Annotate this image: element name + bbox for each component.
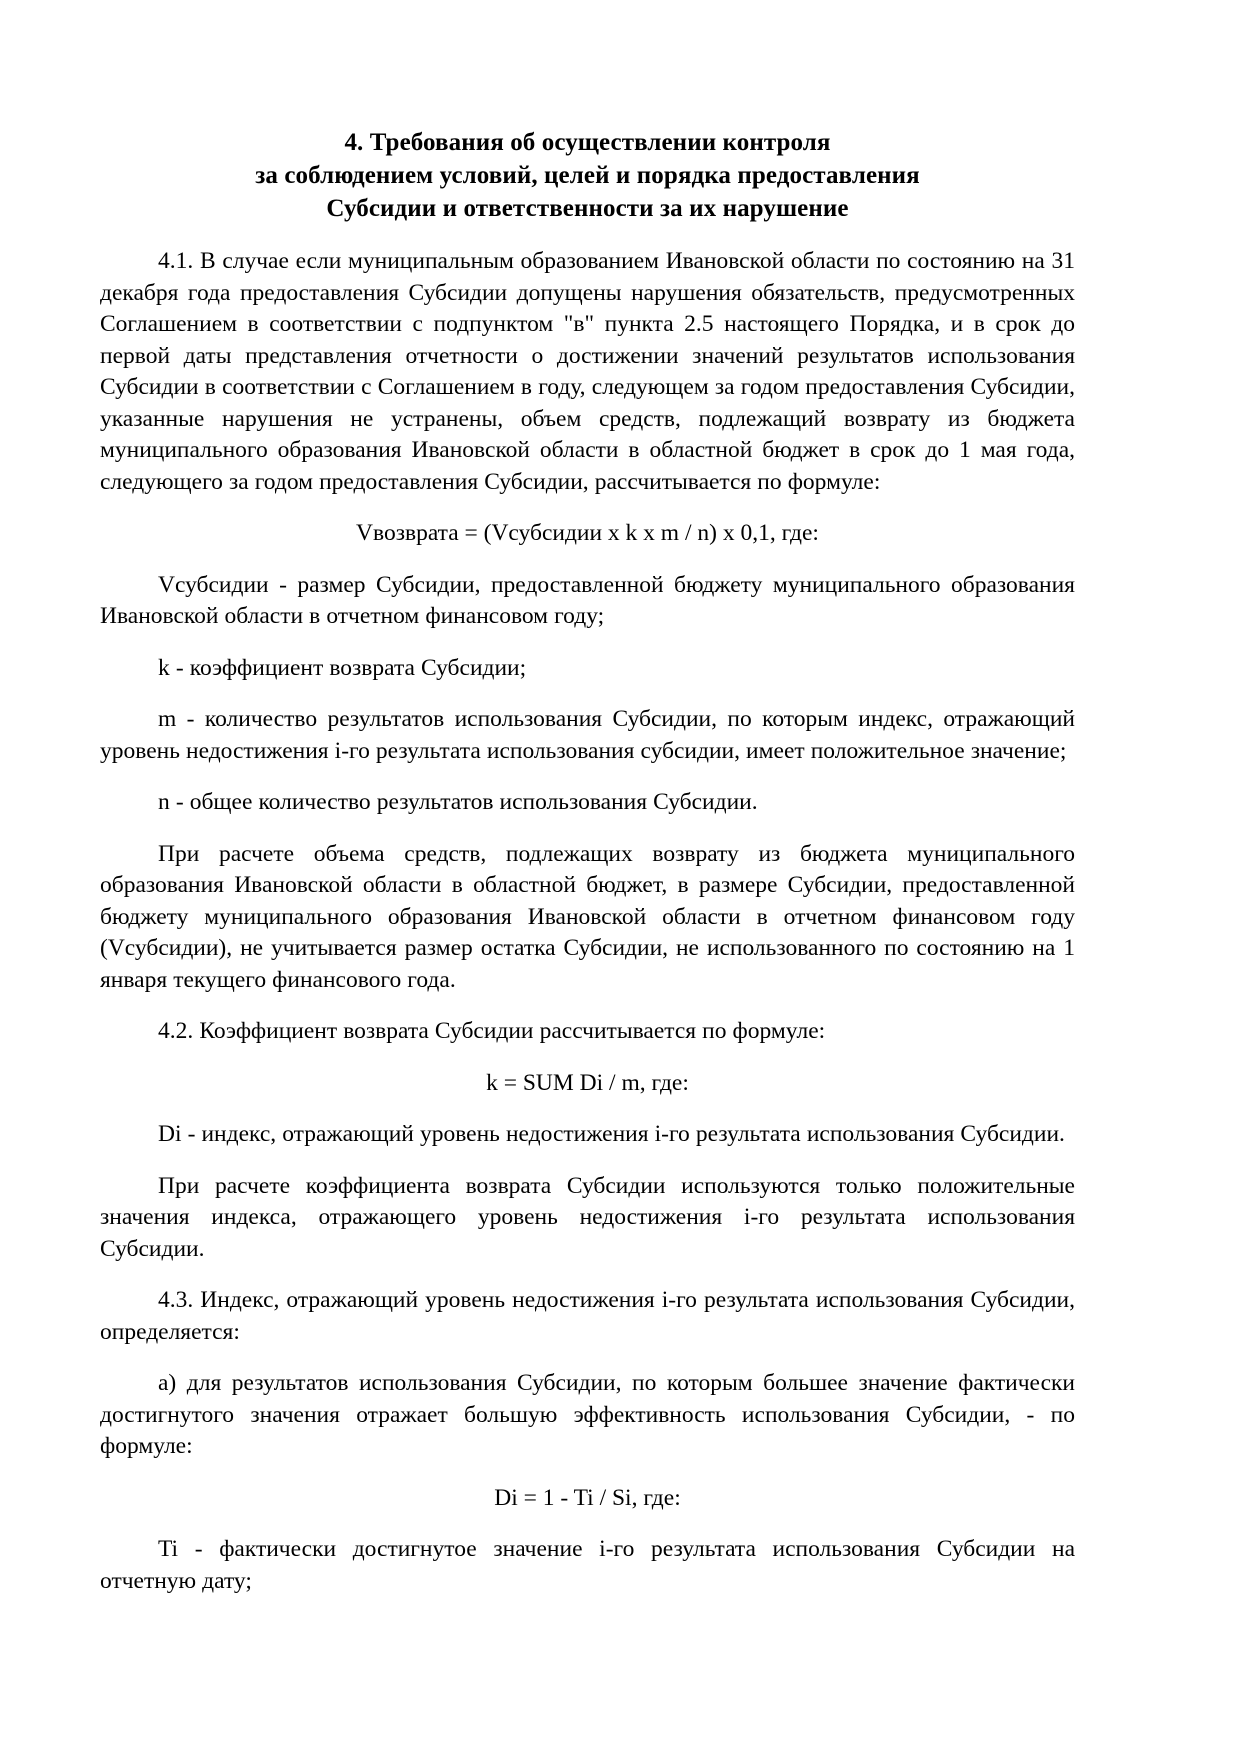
- paragraph-di: Di - индекс, отражающий уровень недостижения i-го результата использования Субсидии.: [158, 1121, 1065, 1147]
- page-title-line-1: 4. Требования об осуществлении контроля: [344, 129, 831, 156]
- paragraph-m: m - количество результатов использования Субсидии, по которым индекс, отражающий уровень недостижения i-го результата использования субсидии, имеет положительное значение;: [100, 706, 1075, 764]
- paragraph-pri-raschete-obyema: При расчете объема средств, подлежащих возврату из бюджета муниципального образования Ивановской области в областной бюджет, в размере Субсидии, предоставленной бюджету муниципального образования Ивановской области в отчетном финансовом году (Vсубсидии), не учитывается размер остатка Субсидии, не использованного по состоянию на 1 января текущего финансового года.: [100, 840, 1075, 993]
- paragraph-vsubsidii: Vсубсидии - размер Субсидии, предоставленной бюджету муниципального образования Ивановской области в отчетном финансовом году;: [100, 571, 1075, 629]
- formula-di: Di = 1 - Ti / Si, где:: [494, 1484, 681, 1511]
- paragraph-n: n - общее количество результатов использования Субсидии.: [158, 789, 758, 815]
- page-title-line-3: Субсидии и ответственности за их нарушение: [326, 195, 849, 222]
- paragraph-pri-raschete-koef: При расчете коэффициента возврата Субсидии используются только положительные значения индекса, отражающего уровень недостижения i-го результата использования Субсидии.: [100, 1172, 1075, 1262]
- page-title-line-2: за соблюдением условий, целей и порядка предоставления: [255, 162, 920, 189]
- paragraph-4-3: 4.3. Индекс, отражающий уровень недостижения i-го результата использования Субсидии, определяется:: [100, 1287, 1075, 1345]
- formula-vozvrata: Vвозврата = (Vсубсидии x k x m / n) x 0,1, где:: [356, 520, 819, 546]
- paragraph-ti: Ti - фактически достигнутое значение i-го результата использования Субсидии на отчетную дату;: [100, 1536, 1075, 1594]
- page-title: [100, 126, 1075, 225]
- paragraph-a: а) для результатов использования Субсидии, по которым большее значение фактически достигнутого значения отражает большую эффективность использования Субсидии, - по формуле:: [100, 1370, 1075, 1459]
- paragraph-4-2: 4.2. Коэффициент возврата Субсидии рассчитывается по формуле:: [158, 1018, 826, 1044]
- paragraph-4-1: 4.1. В случае если муниципальным образованием Ивановской области по состоянию на 31 декабря года предоставления Субсидии допущены нарушения обязательств, предусмотренных Соглашением в соответствии с подпунктом "в" пункта 2.5 настоящего Порядка, и в срок до первой даты представления отчетности о достижении значений результатов использования Субсидии в соответствии с Соглашением в году, следующем за годом предоставления Субсидии, указанные нарушения не устранены, объем средств, подлежащий возврату из бюджета муниципального образования Ивановской области в областной бюджет в срок до 1 мая года, следующего за годом предоставления Субсидии, рассчитывается по формуле:: [100, 248, 1075, 495]
- document-body: [100, 246, 1075, 1597]
- formula-k-sum: k = SUM Di / m, где:: [486, 1069, 689, 1096]
- paragraph-k: k - коэффициент возврата Субсидии;: [158, 654, 527, 681]
